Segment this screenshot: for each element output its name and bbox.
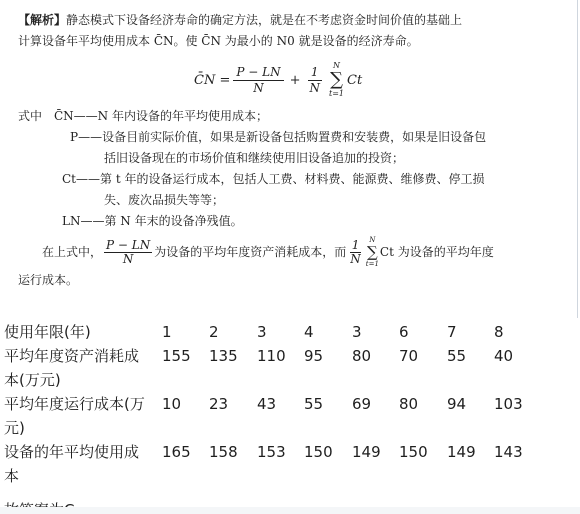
para2-before: 在上式中， <box>42 245 103 259</box>
para2-sigma-top: N <box>369 236 376 244</box>
table-cell: 149 <box>352 443 381 461</box>
table-cell: 143 <box>494 443 523 461</box>
table-row <box>0 392 580 440</box>
table-cell: 2 <box>209 323 219 341</box>
scan-border <box>577 0 578 318</box>
formula-plus: + <box>289 72 301 88</box>
row-label: 平均年度运行成本(万 <box>4 395 145 413</box>
table-cell: 80 <box>352 347 372 365</box>
table-cell: 110 <box>257 347 286 365</box>
para2-f2-numerator: 1 <box>351 238 360 252</box>
analysis-line2: 计算设备年平均使用成本 C̄N。使 C̄N 为最小的 N0 就是设备的经济寿命。 <box>18 34 419 48</box>
table-cell: 155 <box>162 347 191 365</box>
definition-ct-line2: 失、废次品损失等等； <box>104 193 225 207</box>
table-cell: 43 <box>257 395 277 413</box>
definition-p-line1: P——设备目前实际价值，如果是新设备包括购置费和安装费，如果是旧设备包 <box>70 130 487 144</box>
formula-frac2-denominator: N <box>309 80 320 95</box>
row-label-cont: 本 <box>4 467 20 485</box>
table-cell: 8 <box>494 323 504 341</box>
row-label-cont: 本(万元) <box>4 371 61 389</box>
sigma-lower-limit: t=1 <box>329 89 345 98</box>
formula-term: Ct <box>347 72 363 88</box>
formula-denominator: N <box>253 80 264 95</box>
para2-line2: 运行成本。 <box>18 273 79 287</box>
row-label: 设备的年平均使用成 <box>4 443 140 461</box>
para2-sigma-bottom: t=1 <box>365 260 379 268</box>
table-cell: 23 <box>209 395 229 413</box>
para2-f2-denominator: N <box>350 252 361 266</box>
table-cell: 153 <box>257 443 286 461</box>
table-cell: 165 <box>162 443 191 461</box>
table-cell: 80 <box>399 395 419 413</box>
para2-average-fraction <box>348 239 363 266</box>
row-label-cont: 元) <box>4 419 25 437</box>
table-cell: 150 <box>399 443 428 461</box>
definitions-intro: 式中 <box>18 109 43 123</box>
sigma-icon: N ∑ t=1 <box>329 61 345 98</box>
table-row <box>0 320 580 344</box>
para2-middle: 为设备的平均年度资产消耗成本，而 <box>154 245 347 259</box>
definition-p-line2: 括旧设备现在的市场价值和继续使用旧设备追加的投资； <box>104 151 405 165</box>
table-cell: 7 <box>447 323 457 341</box>
table-cell: 4 <box>304 323 314 341</box>
table-cell: 103 <box>494 395 523 413</box>
table-cell: 1 <box>162 323 172 341</box>
table-cell: 3 <box>352 323 362 341</box>
table-cell: 55 <box>304 395 324 413</box>
table-cell: 158 <box>209 443 238 461</box>
analysis-tag: 【解析】 <box>18 13 67 27</box>
analysis-paragraph <box>18 10 558 52</box>
table-cell: 149 <box>447 443 476 461</box>
formula-frac2-numerator: 1 <box>308 65 322 81</box>
sigma-upper-limit: N <box>333 61 340 70</box>
para2-frac-numerator: P − LN <box>106 238 151 252</box>
bottom-bar <box>0 507 580 514</box>
para2-asset-fraction <box>104 239 152 266</box>
cost-explanation-paragraph <box>18 236 558 291</box>
definition-ct-line1: Ct——第 t 年的设备运行成本，包括人工费、材料费、能源费、维修费、停工损 <box>62 172 485 186</box>
formula-lhs: C̄N = <box>194 72 231 88</box>
para2-frac-denominator: N <box>122 252 134 266</box>
table-cell: 70 <box>399 347 419 365</box>
table-row <box>0 344 580 392</box>
table-cell: 69 <box>352 395 372 413</box>
row-label: 使用年限(年) <box>4 323 91 341</box>
formula-numerator: P − LN <box>233 65 283 81</box>
table-cell: 94 <box>447 395 467 413</box>
row-label: 平均年度资产消耗成 <box>4 347 140 365</box>
para2-after: Ct 为设备的平均年度 <box>379 245 494 259</box>
table-cell: 150 <box>304 443 333 461</box>
table-cell: 6 <box>399 323 409 341</box>
table-cell: 95 <box>304 347 324 365</box>
analysis-line1: 静态模式下设备经济寿命的确定方法，就是在不考虑资金时间价值的基础上 <box>66 13 463 27</box>
formula-asset-fraction <box>233 65 283 96</box>
table-row <box>0 440 580 488</box>
definition-ln: LN——第 N 年末的设备净残值。 <box>62 214 243 228</box>
table-cell: 55 <box>447 347 467 365</box>
table-cell: 40 <box>494 347 514 365</box>
definition-cn: C̄N——N 年内设备的年平均使用成本； <box>54 109 268 123</box>
inline-sigma-icon: N ∑ t=1 <box>365 236 379 268</box>
table-cell: 135 <box>209 347 238 365</box>
table-cell: 3 <box>257 323 267 341</box>
economic-life-formula <box>194 60 362 100</box>
table-cell: 10 <box>162 395 182 413</box>
formula-average-fraction <box>307 65 324 96</box>
